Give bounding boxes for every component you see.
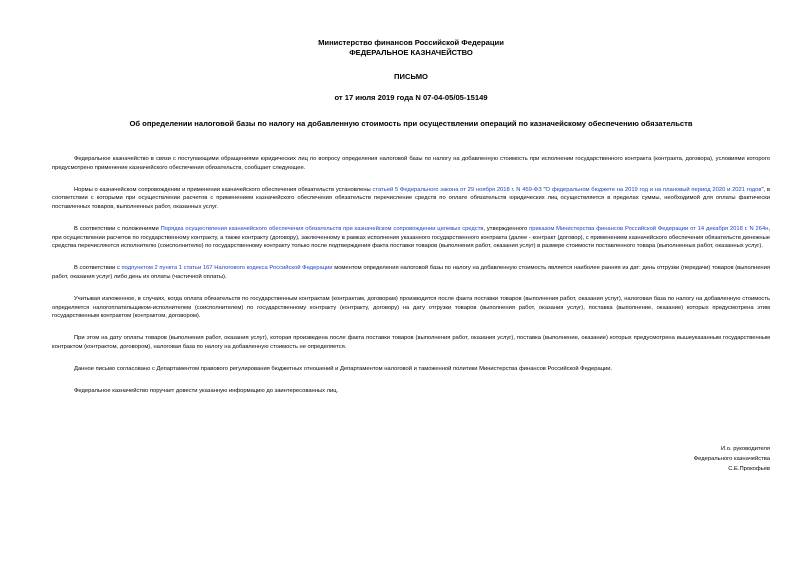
paragraph-8: Федеральное казначейство поручает довести указанную информацию до заинтересованных лиц. [74, 388, 339, 394]
document-subject: Об определении налоговой базы по налогу на добавленную стоимость при осуществлении операций по казначейскому обеспечению обязательств [129, 119, 693, 128]
treasury-name: ФЕДЕРАЛЬНОЕ КАЗНАЧЕЙСТВО [349, 48, 473, 57]
law-459-fz-article-5-link[interactable]: статьей 5 Федерального закона от 29 ноября 2018 г. N 459-ФЗ [372, 186, 542, 193]
paragraph-2 [52, 186, 770, 212]
paragraph-3-text: , при осуществлении расчетов по государственному контракту, а также контракту (договору), заключенному в рамках исполнения указанного государственного контракта (далее - контракт (договор), с применением казначейского обеспечения обязательств денежные средства перечисляются исполнителю (соисполнителю) по государственному контракту только после подтверждения факта поставки товаров (выполнения работ, оказания услуг) в размере стоимости поставленного товара (выполненных работ, оказанных услуг). [52, 225, 771, 250]
paragraph-7: Данное письмо согласовано с Департаментом правового регулирования бюджетных отношений и Департаментом налоговой и таможенной политики Министерства финансов Российской Федерации. [74, 365, 613, 372]
minfin-order-264n-link[interactable]: приказом Министерства финансов Российской Федерации от 14 декабря 2018 г. N 264н [529, 225, 769, 232]
paragraph-3-text: , утвержденного [483, 225, 530, 232]
paragraph-3-text: В соответствии с положениями [74, 225, 161, 232]
federal-budget-law-link[interactable]: О федеральном бюджете на 2019 год и на плановый период 2020 и 2021 годов [545, 186, 762, 193]
signatory-organization: Федерального казначейства [693, 456, 770, 463]
paragraph-3 [52, 225, 770, 251]
paragraph-2-text: ", в соответствии с которыми при осуществлении расчетов с применением казначейского обеспечения обязательств перечисление средств по оплате обязательств юридических лиц осуществляется в пределах суммы, необходимой для оплаты фактически поставленных товаров, выполненных работ, оказанных услуг. [52, 186, 771, 210]
document-date-number: от 17 июля 2019 года N 07-04-05/05-15149 [334, 93, 488, 102]
signature-block [694, 444, 770, 475]
signatory-title: И.о. руководителя [721, 446, 770, 452]
ministry-name: Министерство финансов Российской Федерации [318, 38, 504, 47]
paragraph-6: При этом на дату оплаты товаров (выполнения работ, оказания услуг), которая произведена после факта поставки товаров (выполнения работ, оказания услуг), поставка (выполнение, оказание) которых предусмотрена вышеуказанным государственным контрактом (контрактом, договором), налоговая база по налогу на добавленную стоимость не определяется. [52, 335, 770, 350]
paragraph-4-text: В соответствии с [74, 265, 122, 272]
signatory-name: С.Е.Прокофьев [728, 466, 770, 473]
treasury-procedure-link[interactable]: Порядка осуществления казначейского обеспечения обязательств при казначейском сопровождении целевых средств [160, 225, 484, 232]
tax-code-article-167-link[interactable]: подпунктом 2 пункта 1 статьи 167 Налогового кодекса Российской Федерации [121, 265, 333, 272]
paragraph-2-text: Нормы о казначейском сопровождении и применении казначейского обеспечения обязательств установлены [74, 186, 373, 193]
paragraph-4-text: моментом определения налоговой базы по налогу на добавленную стоимость является наиболее ранняя из дат: день отгрузки (передачи) товаров (выполнения работ, оказания услуг) либо день их оплаты (частичной оплаты). [52, 265, 771, 280]
paragraph-5: Учитывая изложенное, в случаях, когда оплата обязательств по государственным контрактам (контрактам, договорам) производится после факта поставки товаров (выполнения работ, оказания услуг), налоговая база по налогу на добавленную стоимость определяется налогоплательщиком-исполнителем (соисполнителем) по государственному контракту (контракту, договору) на дату отгрузки товаров (выполнения работ, оказания услуг), поставка (выполнение, оказание) которых предусмотрена этим государственным контрактом (контрактом, договором). [52, 295, 770, 320]
paragraph-1: Федеральное казначейство в связи с поступающими обращениями юридических лиц по вопросу определения налоговой базы по налогу на добавленную стоимость при исполнении государственного контракта (контракта, договора), условиями которого предусмотрено применение казначейского обеспечения обязательств, сообщает следующее. [52, 156, 770, 171]
document-type: ПИСЬМО [394, 72, 428, 81]
document-body [52, 155, 770, 396]
paragraph-2-text: " [541, 186, 546, 193]
paragraph-4 [52, 264, 770, 281]
